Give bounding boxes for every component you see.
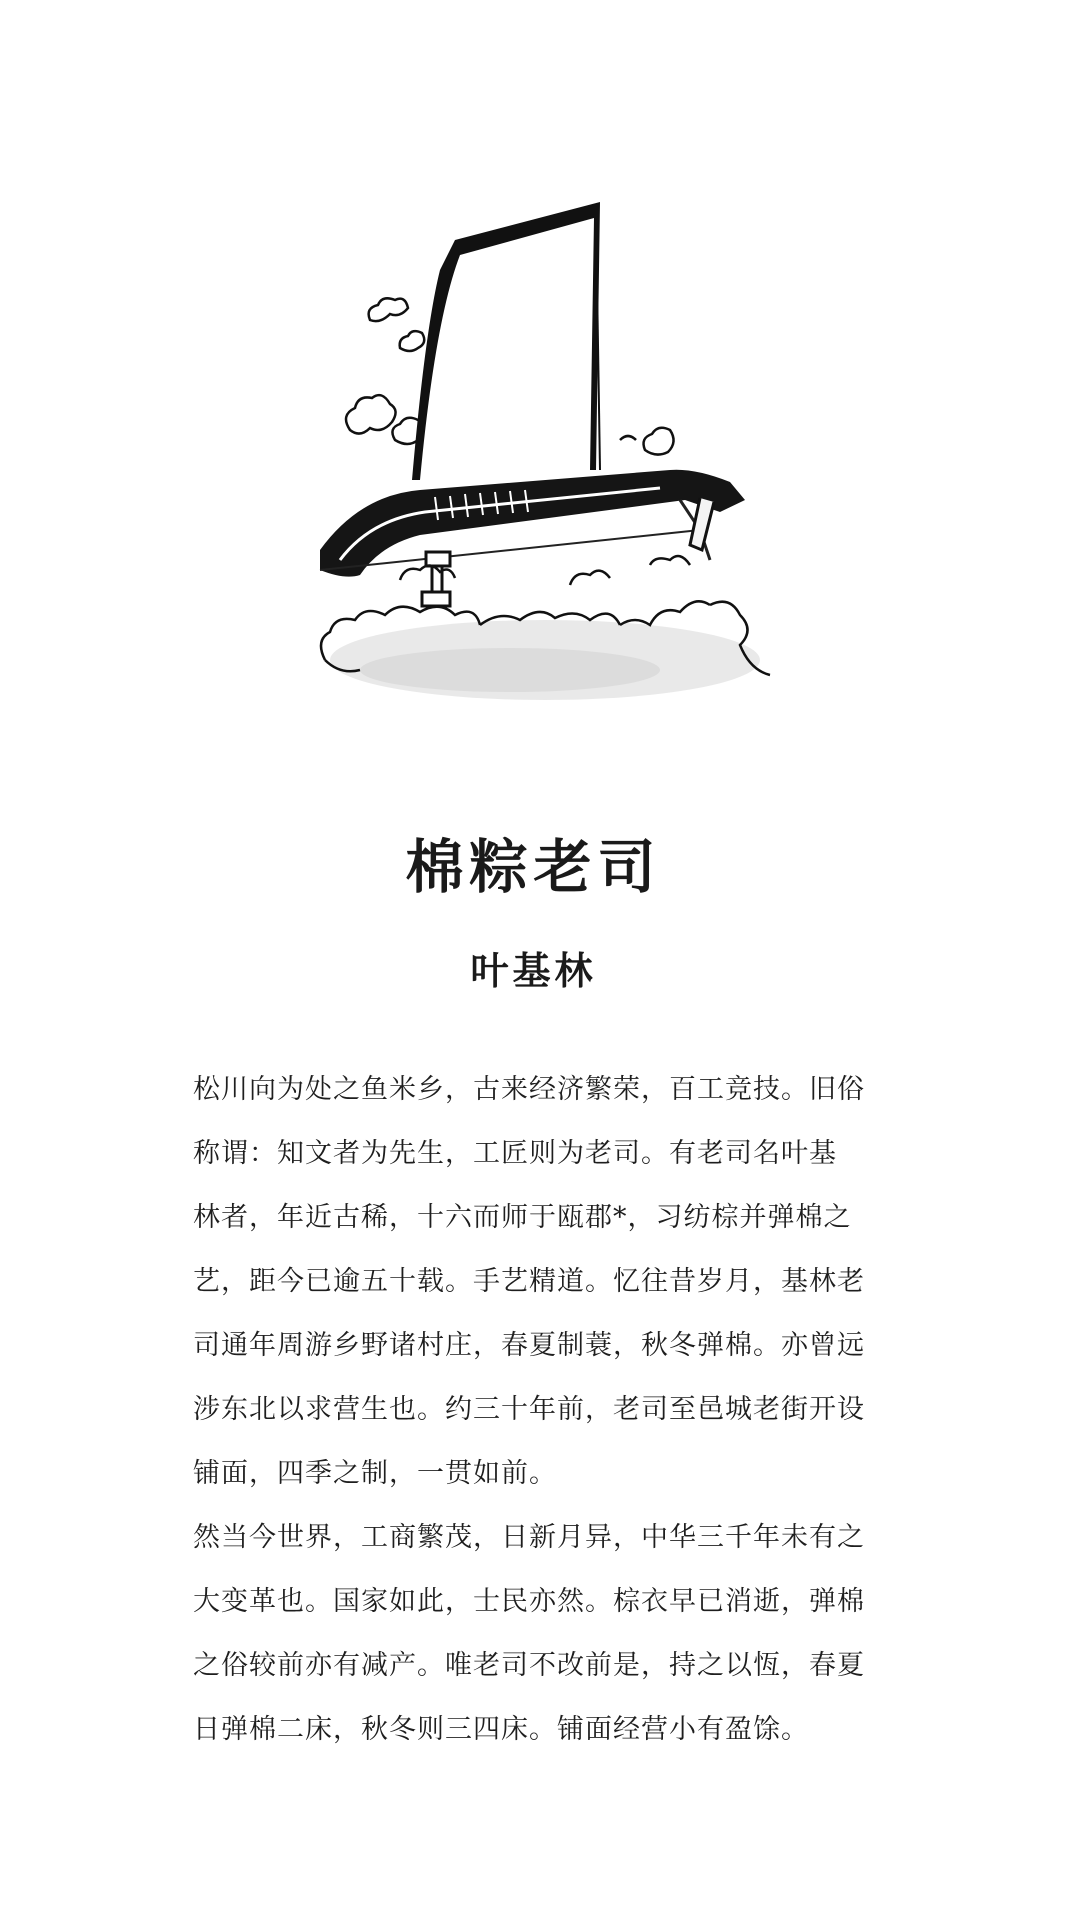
author-name: 叶基林 [470, 948, 597, 993]
text-line: 司通年周游乡野诸村庄，春夏制蓑，秋冬弹棉。亦曾远 [193, 1330, 865, 1361]
text-line: 称谓：知文者为先生，工匠则为老司。有老司名叶基 [193, 1138, 837, 1169]
text-line: 松川向为处之鱼米乡，古来经济繁荣，百工竞技。旧俗 [193, 1074, 865, 1105]
text-line: 林者，年近古稀，十六而师于瓯郡*，习纺棕并弹棉之 [193, 1202, 852, 1233]
text-line: 大变革也。国家如此，士民亦然。棕衣早已消逝，弹棉 [193, 1586, 865, 1617]
body-text [193, 1058, 878, 1762]
text-line: 艺，距今已逾五十载。手艺精道。忆往昔岁月，基林老 [193, 1266, 865, 1297]
text-line: 然当今世界，工商繁茂，日新月异，中华三千年未有之 [193, 1522, 865, 1553]
article-title: 棉粽老司 [405, 833, 662, 901]
text-line: 之俗较前亦有减产。唯老司不改前是，持之以恆，春夏 [193, 1650, 865, 1681]
cotton-bow-illustration [300, 200, 780, 720]
text-line: 日弹棉二床，秋冬则三四床。铺面经营小有盈馀。 [193, 1714, 809, 1745]
text-line: 铺面，四季之制，一贯如前。 [193, 1458, 557, 1489]
text-line: 涉东北以求营生也。约三十年前，老司至邑城老街开设 [193, 1394, 865, 1425]
cotton-bow-icon [300, 200, 780, 720]
